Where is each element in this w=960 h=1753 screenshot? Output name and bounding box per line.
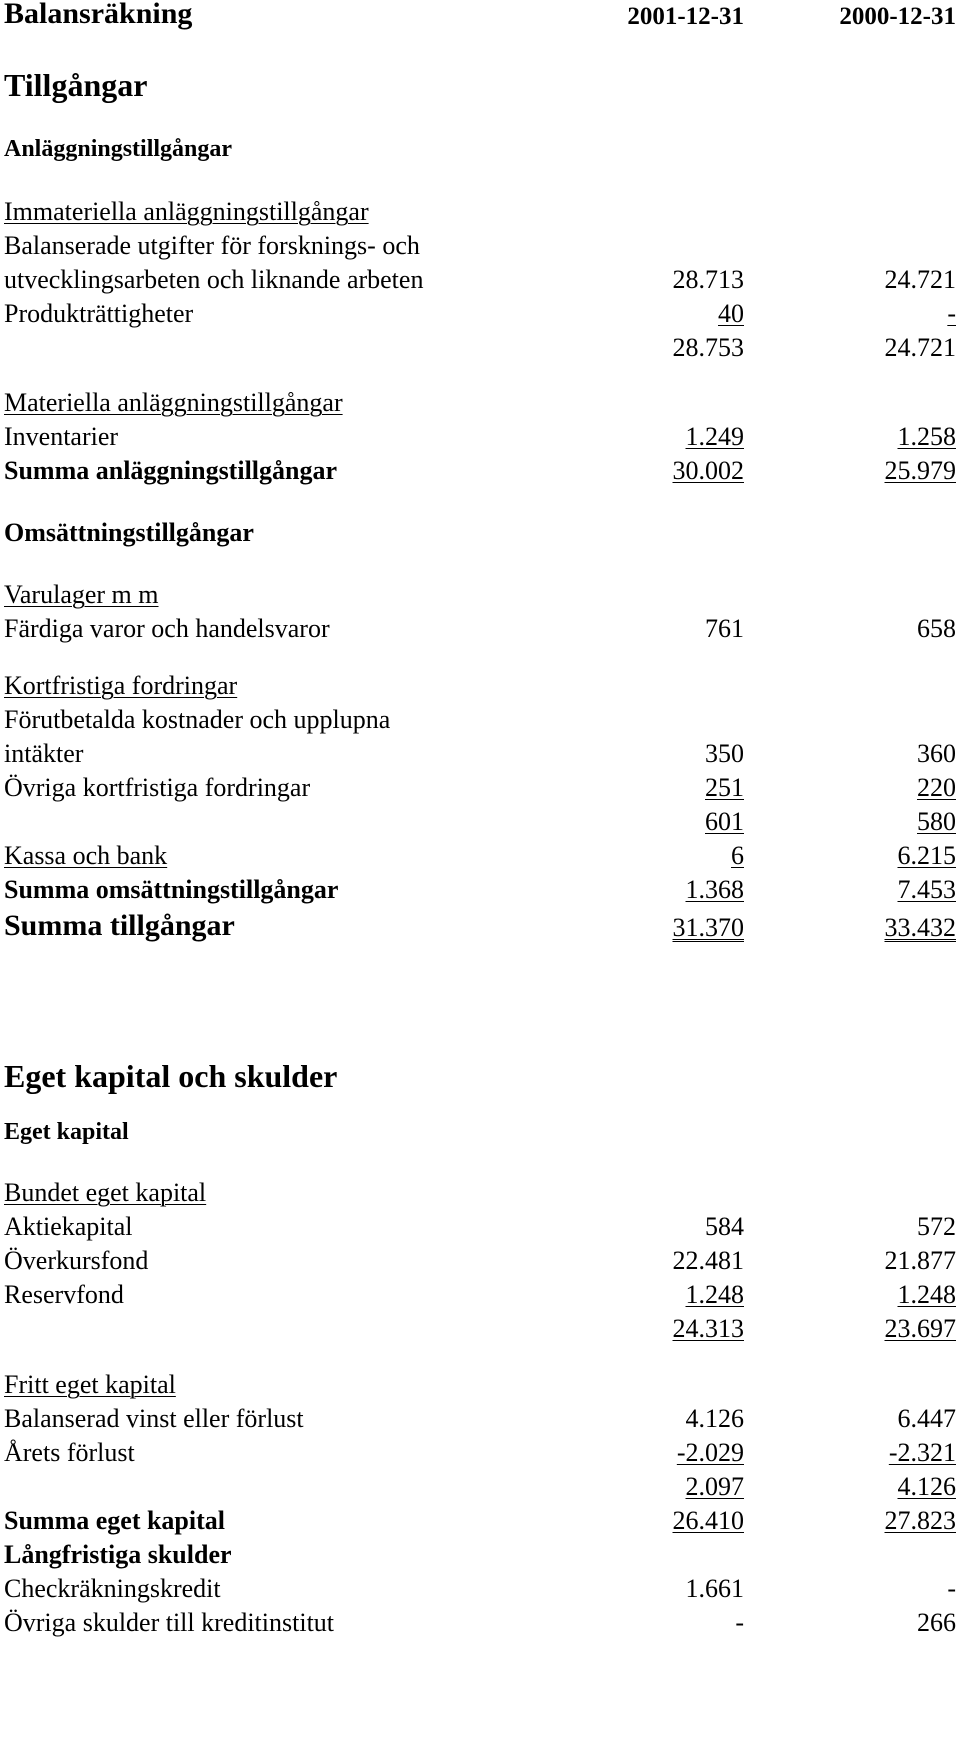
equity-heading: Eget kapital	[4, 1119, 129, 1145]
fixed-assets-heading: Anläggningstillgångar	[4, 136, 233, 162]
intangible-assets-heading: Immateriella anläggningstillgångar	[4, 197, 369, 226]
restricted-subtotal-row	[4, 1313, 956, 1347]
equipment-2000: 1.258	[897, 422, 956, 451]
tangible-heading-row	[4, 387, 956, 421]
receivables-subtotal-2000: 580	[917, 807, 956, 836]
equity-total-row	[4, 1505, 956, 1539]
current-assets-heading-row	[4, 517, 956, 551]
fixed-total-2000: 25.979	[884, 456, 956, 485]
cash-label: Kassa och bank	[4, 841, 168, 870]
finished-goods-label: Färdiga varor och handelsvaror	[4, 614, 330, 643]
finished-goods-row	[4, 613, 956, 647]
intangible-subtotal-2000: 24.721	[884, 333, 956, 362]
retained-label: Balanserad vinst eller förlust	[4, 1404, 304, 1433]
retained-2000: 6.447	[897, 1404, 956, 1433]
other-receivables-row	[4, 772, 956, 806]
share-premium-2000: 21.877	[884, 1246, 956, 1275]
prepaid-2000: 360	[917, 739, 956, 768]
receivables-subtotal-row	[4, 806, 956, 840]
equipment-row	[4, 421, 956, 455]
receivables-subtotal-2001: 601	[705, 807, 744, 836]
finished-goods-2001: 761	[705, 614, 744, 643]
column-header-2001: 2001-12-31	[627, 3, 744, 30]
fixed-assets-heading-row	[4, 132, 956, 166]
assets-heading-row	[4, 66, 956, 106]
year-loss-2001: -2.029	[676, 1438, 744, 1467]
dev-costs-row	[4, 264, 956, 298]
long-term-liabilities-heading-row	[4, 1539, 956, 1573]
other-receivables-2000: 220	[917, 773, 956, 802]
current-total-label: Summa omsättningstillgångar	[4, 875, 339, 904]
restricted-equity-heading: Bundet eget kapital	[4, 1178, 207, 1207]
intangible-heading-row	[4, 196, 956, 230]
equity-heading-row	[4, 1115, 956, 1149]
restricted-equity-heading-row	[4, 1177, 956, 1211]
unrestricted-equity-heading-row	[4, 1369, 956, 1403]
assets-heading: Tillgångar	[4, 67, 148, 103]
share-capital-row	[4, 1211, 956, 1245]
dev-costs-label-line1: Balanserade utgifter för forsknings- och	[4, 231, 420, 260]
share-capital-2001: 584	[705, 1212, 744, 1241]
tangible-assets-heading: Materiella anläggningstillgångar	[4, 388, 343, 417]
reserve-label: Reservfond	[4, 1280, 124, 1309]
page-title: Balansräkning	[4, 0, 193, 30]
other-bank-debt-label: Övriga skulder till kreditinstitut	[4, 1608, 335, 1637]
prepaid-label-line1: Förutbetalda kostnader och upplupna	[4, 705, 391, 734]
finished-goods-2000: 658	[917, 614, 956, 643]
unrestricted-subtotal-2000: 4.126	[897, 1472, 956, 1501]
intangible-subtotal-2001: 28.753	[672, 333, 744, 362]
overdraft-2001: 1.661	[685, 1574, 744, 1603]
product-rights-row	[4, 298, 956, 332]
current-total-2001: 1.368	[685, 875, 744, 904]
prepaid-row-line1	[4, 704, 956, 738]
cash-2000: 6.215	[897, 841, 956, 870]
inventory-heading: Varulager m m	[4, 580, 159, 609]
equipment-2001: 1.249	[685, 422, 744, 451]
restricted-subtotal-2001: 24.313	[672, 1314, 744, 1343]
prepaid-2001: 350	[705, 739, 744, 768]
overdraft-row	[4, 1573, 956, 1607]
assets-total-row	[4, 906, 956, 946]
overdraft-label: Checkräkningskredit	[4, 1574, 221, 1603]
current-total-row	[4, 874, 956, 908]
unrestricted-subtotal-2001: 2.097	[685, 1472, 744, 1501]
current-total-2000: 7.453	[897, 875, 956, 904]
equipment-label: Inventarier	[4, 422, 119, 451]
receivables-heading-row	[4, 670, 956, 704]
share-premium-label: Överkursfond	[4, 1246, 149, 1275]
column-header-2000: 2000-12-31	[839, 3, 956, 30]
fixed-total-label: Summa anläggningstillgångar	[4, 456, 338, 485]
share-premium-2001: 22.481	[672, 1246, 744, 1275]
receivables-heading: Kortfristiga fordringar	[4, 671, 238, 700]
prepaid-row	[4, 738, 956, 772]
product-rights-2001: 40	[718, 299, 744, 328]
year-loss-row	[4, 1437, 956, 1471]
share-premium-row	[4, 1245, 956, 1279]
other-bank-debt-row	[4, 1607, 956, 1641]
current-assets-heading: Omsättningstillgångar	[4, 518, 254, 547]
year-loss-label: Årets förlust	[4, 1438, 135, 1467]
retained-row	[4, 1403, 956, 1437]
unrestricted-equity-heading: Fritt eget kapital	[4, 1370, 176, 1399]
equity-total-2001: 26.410	[672, 1506, 744, 1535]
other-bank-debt-2001: -	[735, 1608, 744, 1637]
equity-total-2000: 27.823	[884, 1506, 956, 1535]
cash-row	[4, 840, 956, 874]
reserve-2000: 1.248	[897, 1280, 956, 1309]
restricted-subtotal-2000: 23.697	[884, 1314, 956, 1343]
other-bank-debt-2000: 266	[917, 1608, 956, 1637]
other-receivables-label: Övriga kortfristiga fordringar	[4, 773, 311, 802]
assets-total-label: Summa tillgångar	[4, 909, 235, 942]
intangible-subtotal-row	[4, 332, 956, 366]
dev-costs-2000: 24.721	[884, 265, 956, 294]
inventory-heading-row	[4, 579, 956, 613]
cash-2001: 6	[731, 841, 744, 870]
share-capital-label: Aktiekapital	[4, 1212, 133, 1241]
prepaid-label-line2: intäkter	[4, 739, 84, 768]
long-term-liabilities-heading: Långfristiga skulder	[4, 1540, 232, 1569]
share-capital-2000: 572	[917, 1212, 956, 1241]
header-row	[4, 0, 956, 34]
assets-total-2000: 33.432	[884, 913, 956, 942]
dev-costs-row-line1	[4, 230, 956, 264]
unrestricted-subtotal-row	[4, 1471, 956, 1505]
fixed-total-row	[4, 455, 956, 489]
dev-costs-2001: 28.713	[672, 265, 744, 294]
retained-2001: 4.126	[685, 1404, 744, 1433]
equity-total-label: Summa eget kapital	[4, 1506, 225, 1535]
equity-liabilities-heading: Eget kapital och skulder	[4, 1058, 338, 1094]
equity-liabilities-heading-row	[4, 1055, 956, 1097]
reserve-row	[4, 1279, 956, 1313]
product-rights-2000: -	[947, 299, 956, 328]
other-receivables-2001: 251	[705, 773, 744, 802]
assets-total-2001: 31.370	[672, 913, 744, 942]
year-loss-2000: -2.321	[888, 1438, 956, 1467]
dev-costs-label-line2: utvecklingsarbeten och liknande arbeten	[4, 265, 424, 294]
product-rights-label: Produkträttigheter	[4, 299, 194, 328]
overdraft-2000: -	[947, 1574, 956, 1603]
reserve-2001: 1.248	[685, 1280, 744, 1309]
fixed-total-2001: 30.002	[672, 456, 744, 485]
